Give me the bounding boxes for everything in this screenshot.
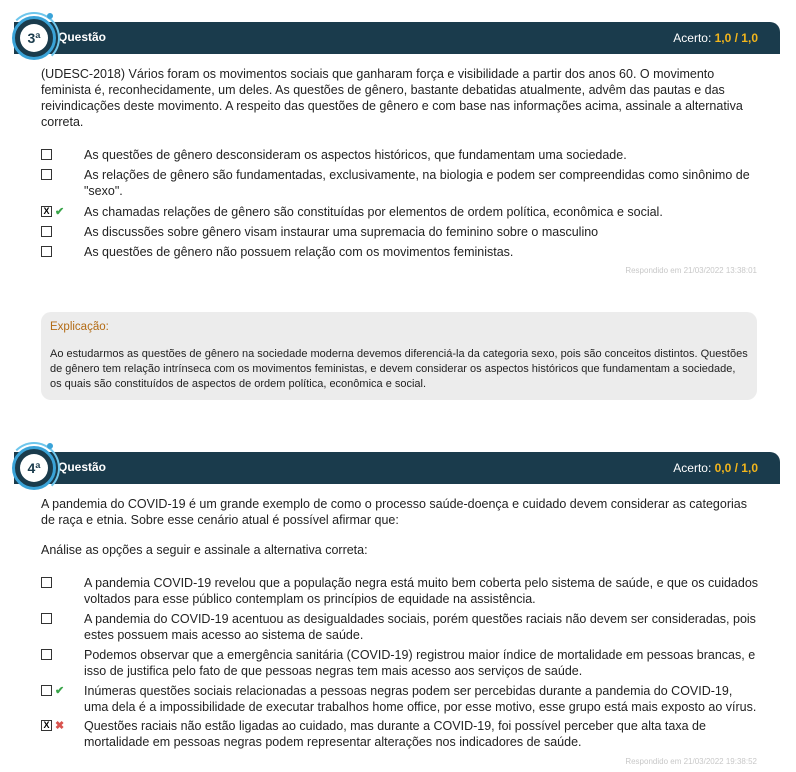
question-number: 4ª [20, 454, 48, 482]
wrong-x-icon: ✖ [55, 720, 65, 732]
option-text: Podemos observar que a emergência sanitária (COVID-19) registrou maior índice de mortalidade em pessoas brancas, e isso de justifica pelo fato de que pessoas negras tem mais acesso aos serviços de saúde. [84, 648, 756, 678]
score-value: 0,0 / 1,0 [714, 461, 758, 475]
option-checkbox[interactable]: X [41, 720, 52, 731]
explanation-text: Ao estudarmos as questões de gênero na sociedade moderna devemos diferenciá-la da categoria sexo, pois são conceitos distintos. Questões de gênero tem relação intrínseca com os movimentos feministas, e devem considerar os aspectos históricos que fundamentam a sociedade, os quais são constituídos de aspectos de ordem política, econômica e social. [50, 348, 748, 390]
option-checkbox[interactable] [41, 685, 52, 696]
option-checkbox[interactable] [41, 169, 52, 180]
option-text: As questões de gênero desconsideram os aspectos históricos, que fundamentam uma sociedade. [84, 148, 627, 162]
question-3-header [14, 22, 780, 54]
explanation-box [41, 312, 757, 400]
score [673, 31, 758, 45]
question-statement: A pandemia do COVID-19 é um grande exemplo de como o processo saúde-doença e cuidado devem considerar as categorias de raça e etnia. Sobre esse cenário atual é possível afirmar que: [41, 497, 747, 527]
question-instruction: Análise as opções a seguir e assinale a alternativa correta: [41, 543, 368, 557]
question-number: 3ª [20, 24, 48, 52]
question-statement: (UDESC-2018) Vários foram os movimentos sociais que ganharam força e visibilidade a partir dos anos 60. O movimento feminista é, reconhecidamente, um deles. As questões de gênero, bastante debatidas atualmente, advêm das pautas e das reivindicações deste movimento. A respeito das questões de gênero e com base nas informações acima, assinale a alternativa correta. [41, 67, 743, 129]
option-text: A pandemia do COVID-19 acentuou as desigualdades sociais, porém questões raciais não devem ser consideradas, pois estes possuem mais acesso ao sistema de saúde. [84, 612, 756, 642]
option-checkbox[interactable]: X [41, 206, 52, 217]
question-number-badge [12, 16, 56, 60]
option-text: As discussões sobre gênero visam instaurar uma supremacia do feminino sobre o masculino [84, 225, 599, 239]
correct-check-icon: ✔ [55, 685, 65, 697]
score-label: Acerto: [673, 461, 712, 475]
question-label: Questão [58, 460, 107, 474]
answered-timestamp: Respondido em 21/03/2022 19:38:52 [625, 757, 757, 766]
option-text: A pandemia COVID-19 revelou que a população negra está muito bem coberta pelo sistema de saúde, e que os cuidados voltados para esse público contemplam os princípios de equidade na assistência. [84, 576, 759, 606]
score-label: Acerto: [673, 31, 712, 45]
correct-check-icon: ✔ [55, 206, 65, 218]
option-checkbox[interactable] [41, 246, 52, 257]
option-text: As chamadas relações de gênero são constituídas por elementos de ordem política, econômica e social. [84, 205, 663, 219]
option-text: As questões de gênero não possuem relação com os movimentos feministas. [84, 245, 514, 259]
score-value: 1,0 / 1,0 [714, 31, 758, 45]
question-number-badge [12, 446, 56, 490]
answered-timestamp: Respondido em 21/03/2022 13:38:01 [625, 266, 757, 275]
option-checkbox[interactable] [41, 613, 52, 624]
question-4-header [14, 452, 780, 484]
question-label: Questão [58, 30, 107, 44]
option-checkbox[interactable] [41, 577, 52, 588]
score [673, 461, 758, 475]
option-text: Questões raciais não estão ligadas ao cuidado, mas durante a COVID-19, foi possível perceber que alta taxa de mortalidade em pessoas negras podem representar alterações nos indicadores de saúde. [84, 719, 706, 749]
explanation-title: Explicação: [50, 321, 109, 333]
option-checkbox[interactable] [41, 649, 52, 660]
option-text: Inúmeras questões sociais relacionadas a pessoas negras podem ser percebidas durante a pandemia do COVID-19, uma dela é a impossibilidade de executar trabalhos home office, por esse motivo, esse grupo está mais exposto ao vírus. [84, 684, 757, 714]
option-checkbox[interactable] [41, 149, 52, 160]
option-checkbox[interactable] [41, 226, 52, 237]
option-text: As relações de gênero são fundamentadas, exclusivamente, na biologia e podem ser compreendidas como sinônimo de "sexo". [84, 168, 750, 198]
